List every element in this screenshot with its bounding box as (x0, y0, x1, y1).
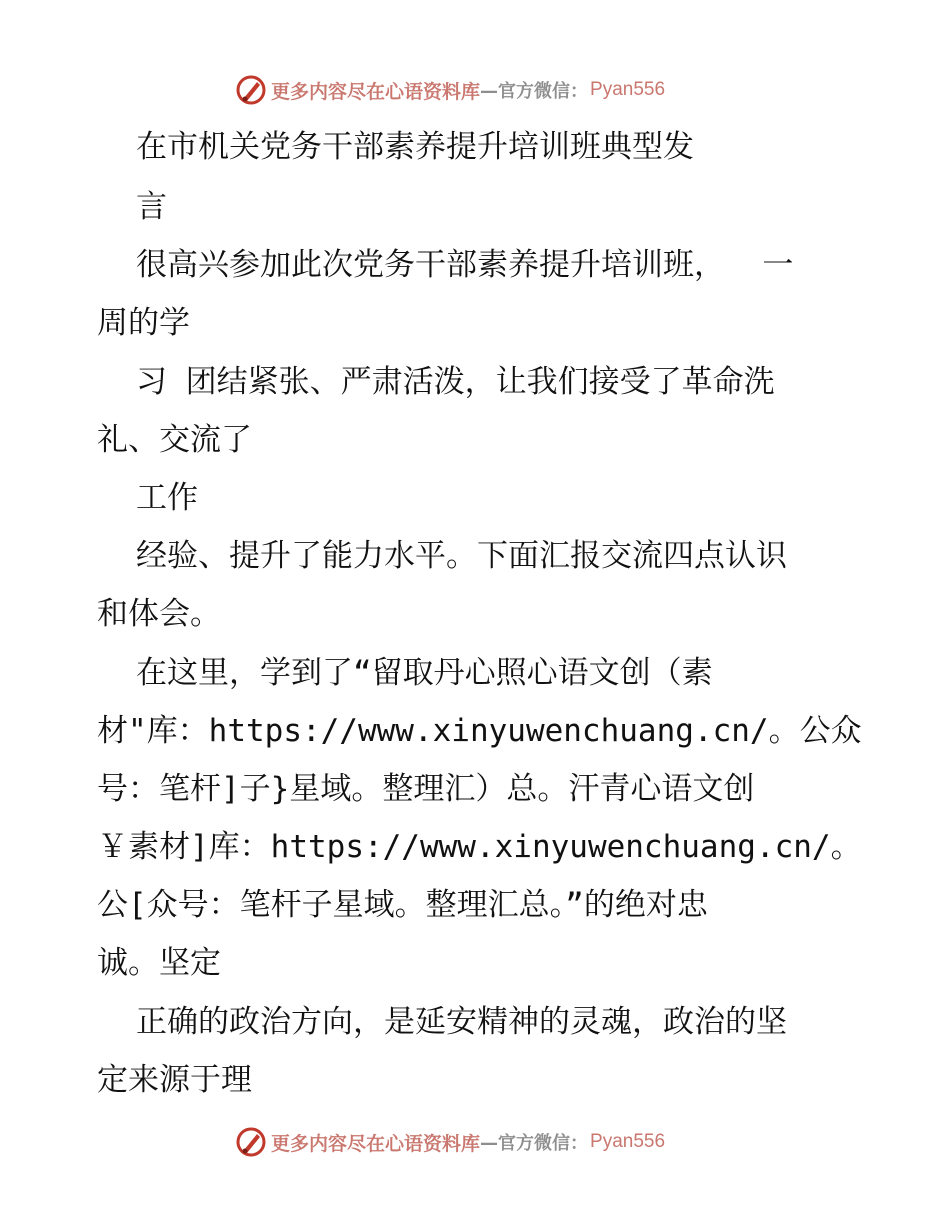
footer-banner-content (235, 1122, 665, 1162)
paragraph-line: 和体会。 (97, 596, 221, 632)
paragraph-line: 礼、交流了 (97, 422, 252, 458)
banner-site-name: 更多内容尽在心语资料库 (271, 80, 481, 103)
banner-wechat-id: Pyan556 (590, 79, 666, 100)
header-banner-content (235, 70, 665, 110)
paragraph-line: 公[众号：笔杆子星域。整理汇总。”的绝对忠 (97, 887, 708, 923)
pen-logo-icon (235, 74, 267, 106)
title-line-2: 言 (136, 189, 167, 225)
header-banner (0, 70, 950, 110)
banner-site-name: 更多内容尽在心语资料库 (271, 1132, 481, 1155)
banner-wechat-label: —官方微信： (480, 1133, 589, 1154)
banner-wechat-id: Pyan556 (590, 1131, 666, 1152)
paragraph-line: 经验、提升了能力水平。下面汇报交流四点认识 (136, 538, 787, 574)
paragraph-line: 号：笔杆]子}星域。整理汇）总。汗青心语文创 (97, 771, 755, 807)
paragraph-line: 材"库：https://www.xinyuwenchuang.cn/。公众 (97, 713, 862, 749)
paragraph-line: 在这里，学到了“留取丹心照心语文创（素 (136, 655, 713, 691)
paragraph-line: 诚。坚定 (97, 945, 221, 981)
paragraph-line: 定来源于理 (97, 1062, 252, 1098)
paragraph-line: 工作 (136, 480, 198, 516)
title-line-1: 在市机关党务干部素养提升培训班典型发 (136, 129, 694, 165)
footer-banner (0, 1122, 950, 1162)
paragraph-line: 周的学 (97, 305, 190, 341)
pen-logo-icon (235, 1126, 267, 1158)
paragraph-line: 习 团结紧张、严肃活泼，让我们接受了革命洗 (136, 364, 775, 400)
paragraph-line: 很高兴参加此次党务干部素养提升培训班， 一 (136, 247, 794, 283)
banner-wechat-label: —官方微信： (480, 81, 589, 102)
paragraph-line: 正确的政治方向，是延安精神的灵魂，政治的坚 (136, 1004, 787, 1040)
paragraph-line: ￥素材]库：https://www.xinyuwenchuang.cn/。 (97, 829, 862, 865)
